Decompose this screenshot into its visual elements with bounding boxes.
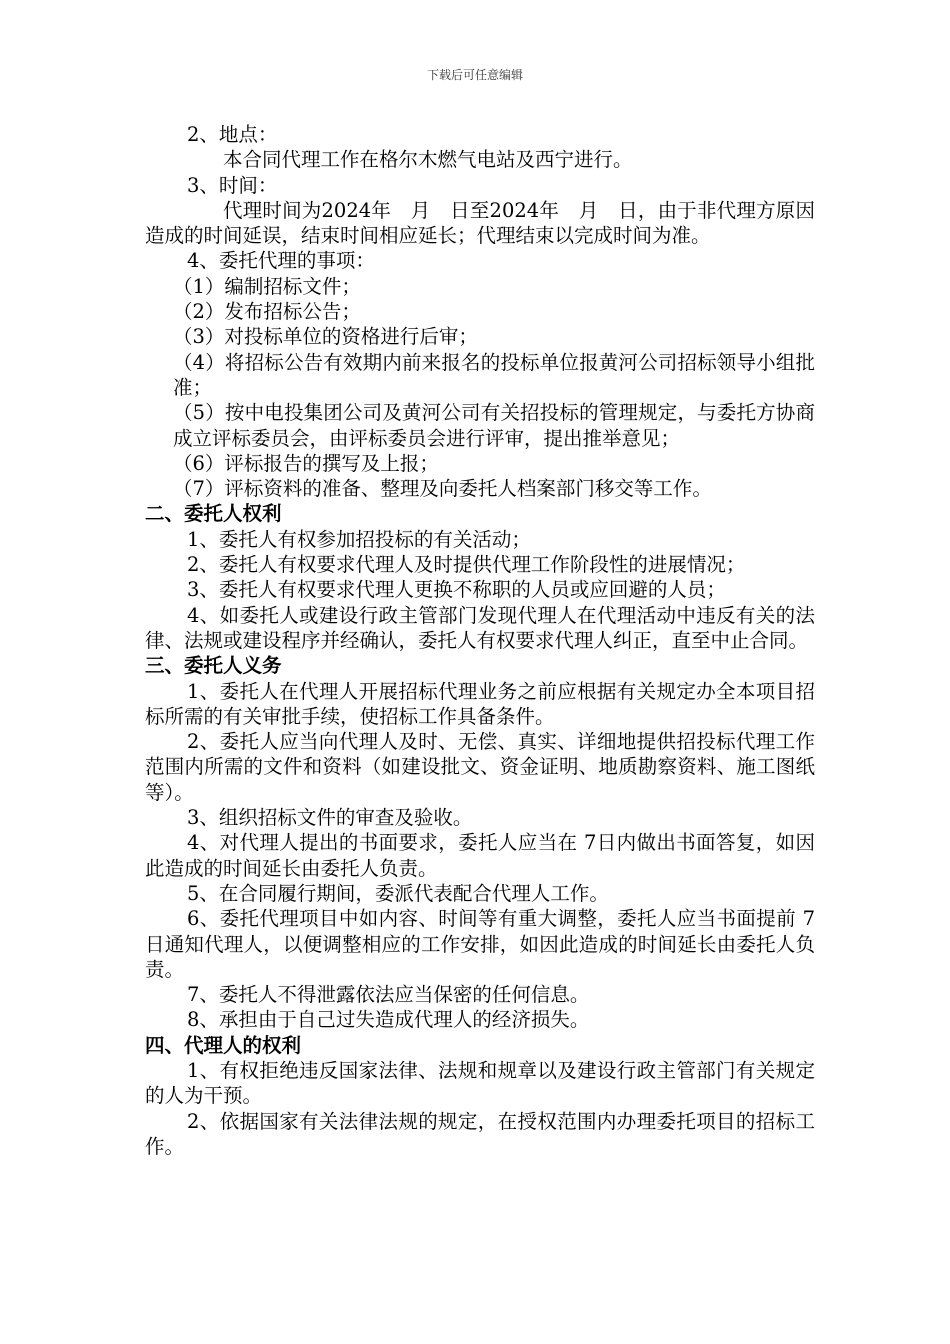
paragraph: （5）按中电投集团公司及黄河公司有关招投标的管理规定，与委托方协商成立评标委员会，由评标委员会进行评审，提出推举意见；: [173, 401, 815, 450]
paragraph: 6、委托代理项目中如内容、时间等有重大调整，委托人应当书面提前 7日通知代理人，以便调整相应的工作安排，如因此造成的时间延长由委托人负责。: [145, 907, 815, 981]
paragraph: 3、委托人有权要求代理人更换不称职的人员或应回避的人员；: [187, 578, 726, 602]
paragraph: 1、委托人在代理人开展招标代理业务之前应根据有关规定办全本项目招标所需的有关审批手续，使招标工作具备条件。: [145, 679, 815, 728]
paragraph: 2、委托人应当向代理人及时、无偿、真实、详细地提供招投标代理工作范围内所需的文件和资料（如建设批文、资金证明、地质勘察资料、施工图纸等）。: [145, 730, 815, 804]
paragraph: 代理时间为2024年 月 日至2024年 月 日，由于非代理方原因造成的时间延误，结束时间相应延长；代理结束以完成时间为准。: [145, 198, 815, 248]
paragraph: 4、委托代理的事项：: [187, 249, 375, 273]
paragraph: 本合同代理工作在格尔木燃气电站及西宁进行。: [223, 148, 633, 172]
section-heading: 二、委托人权利: [145, 502, 282, 526]
paragraph: 1、委托人有权参加招投标的有关活动；: [187, 527, 531, 551]
paragraph: （3）对投标单位的资格进行后审；: [173, 325, 478, 349]
document-body: [145, 122, 815, 1159]
paragraph: 4、如委托人或建设行政主管部门发现代理人在代理活动中违反有关的法律、法规或建设程序并经确认，委托人有权要求代理人纠正，直至中止合同。: [145, 603, 815, 652]
paragraph: 7、委托人不得泄露依法应当保密的任何信息。: [187, 983, 590, 1007]
paragraph: （4）将招标公告有效期内前来报名的投标单位报黄河公司招标领导小组批准；: [173, 350, 815, 399]
paragraph: （7）评标资料的准备、整理及向委托人档案部门移交等工作。: [173, 477, 712, 501]
paragraph: 8、承担由于自己过失造成代理人的经济损失。: [187, 1008, 590, 1032]
paragraph: 4、对代理人提出的书面要求，委托人应当在 7日内做出书面答复，如因此造成的时间延长由委托人负责。: [145, 831, 815, 880]
paragraph: 3、组织招标文件的审查及验收。: [187, 806, 473, 830]
paragraph: 1、有权拒绝违反国家法律、法规和规章以及建设行政主管部门有关规定的人为干预。: [145, 1058, 815, 1108]
paragraph: （1）编制招标文件；: [173, 274, 361, 298]
paragraph: 2、委托人有权要求代理人及时提供代理工作阶段性的进展情况；: [187, 553, 746, 577]
paragraph: 2、依据国家有关法律法规的规定，在授权范围内办理委托项目的招标工作。: [145, 1109, 815, 1158]
section-heading: 四、代理人的权利: [145, 1033, 302, 1057]
paragraph: （2）发布招标公告；: [173, 300, 361, 324]
section-heading: 三、委托人义务: [145, 654, 282, 678]
header-note: 下载后可任意编辑: [426, 68, 523, 82]
paragraph: 2、地点：: [187, 123, 278, 146]
paragraph: 5、在合同履行期间，委派代表配合代理人工作。: [187, 881, 609, 905]
paragraph: 3、时间：: [187, 173, 278, 197]
paragraph: （6）评标报告的撰写及上报；: [173, 451, 439, 475]
